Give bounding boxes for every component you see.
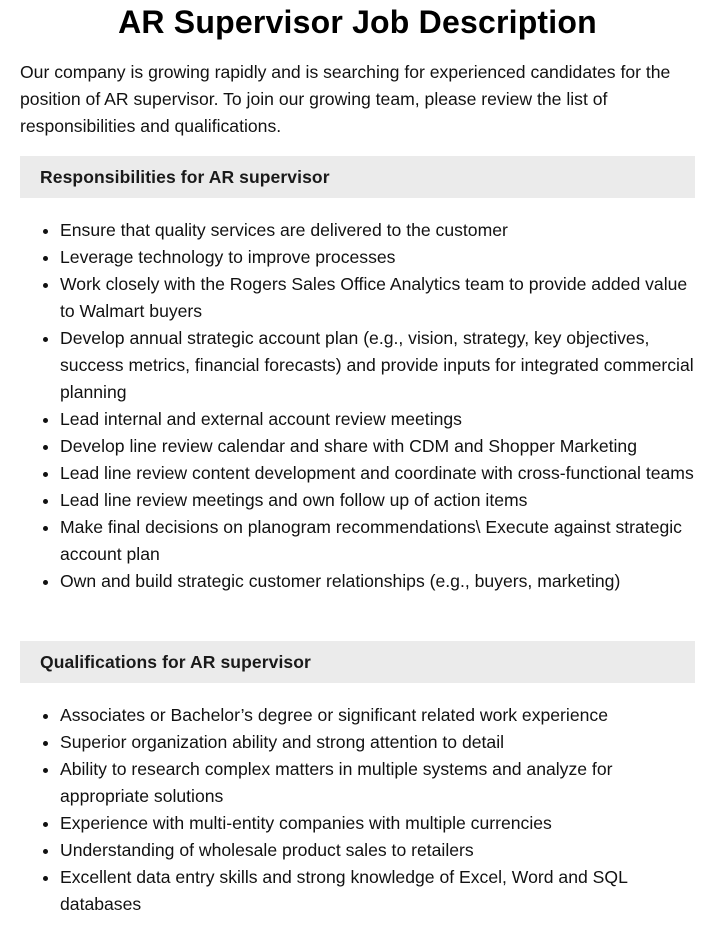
qualifications-heading: Qualifications for AR supervisor — [40, 651, 311, 672]
qualifications-section-header — [20, 641, 695, 683]
list-item: Make final decisions on planogram recommendations\ Execute against strategic account plan — [60, 514, 700, 568]
list-item: Own and build strategic customer relationships (e.g., buyers, marketing) — [60, 568, 700, 595]
bullet-icon — [43, 876, 48, 881]
bullet-icon — [43, 741, 48, 746]
list-item: Lead line review meetings and own follow up of action items — [60, 487, 700, 514]
list-item: Lead line review content development and coordinate with cross-functional teams — [60, 460, 700, 487]
bullet-icon — [43, 283, 48, 288]
bullet-icon — [43, 256, 48, 261]
intro-paragraph: Our company is growing rapidly and is searching for experienced candidates for the position of AR supervisor. To join our growing team, please review the list of responsibilities and qualifications. — [20, 62, 671, 136]
responsibilities-heading: Responsibilities for AR supervisor — [40, 166, 330, 187]
bullet-icon — [43, 472, 48, 477]
list-item: Excellent data entry skills and strong knowledge of Excel, Word and SQL databases — [60, 864, 700, 918]
bullet-icon — [43, 768, 48, 773]
bullet-icon — [43, 526, 48, 531]
list-item: Associates or Bachelor’s degree or significant related work experience — [60, 702, 700, 729]
bullet-icon — [43, 822, 48, 827]
list-item: Work closely with the Rogers Sales Office Analytics team to provide added value to Walmart buyers — [60, 271, 700, 325]
list-item: Leverage technology to improve processes — [60, 244, 700, 271]
bullet-icon — [43, 714, 48, 719]
bullet-icon — [43, 849, 48, 854]
qualifications-list — [20, 702, 700, 918]
bullet-icon — [43, 499, 48, 504]
bullet-icon — [43, 337, 48, 342]
responsibilities-list — [20, 217, 700, 595]
bullet-icon — [43, 580, 48, 585]
responsibilities-section-header — [20, 156, 695, 198]
list-item: Understanding of wholesale product sales to retailers — [60, 837, 700, 864]
list-item: Lead internal and external account review meetings — [60, 406, 700, 433]
list-item: Experience with multi-entity companies with multiple currencies — [60, 810, 700, 837]
list-item: Superior organization ability and strong attention to detail — [60, 729, 700, 756]
list-item: Develop annual strategic account plan (e.g., vision, strategy, key objectives, success metrics, financial forecasts) and provide inputs for integrated commercial planning — [60, 325, 700, 406]
list-item: Develop line review calendar and share with CDM and Shopper Marketing — [60, 433, 700, 460]
page-title: AR Supervisor Job Description — [118, 4, 597, 40]
list-item: Ensure that quality services are delivered to the customer — [60, 217, 700, 244]
bullet-icon — [43, 445, 48, 450]
bullet-icon — [43, 418, 48, 423]
bullet-icon — [43, 229, 48, 234]
list-item: Ability to research complex matters in multiple systems and analyze for appropriate solutions — [60, 756, 700, 810]
